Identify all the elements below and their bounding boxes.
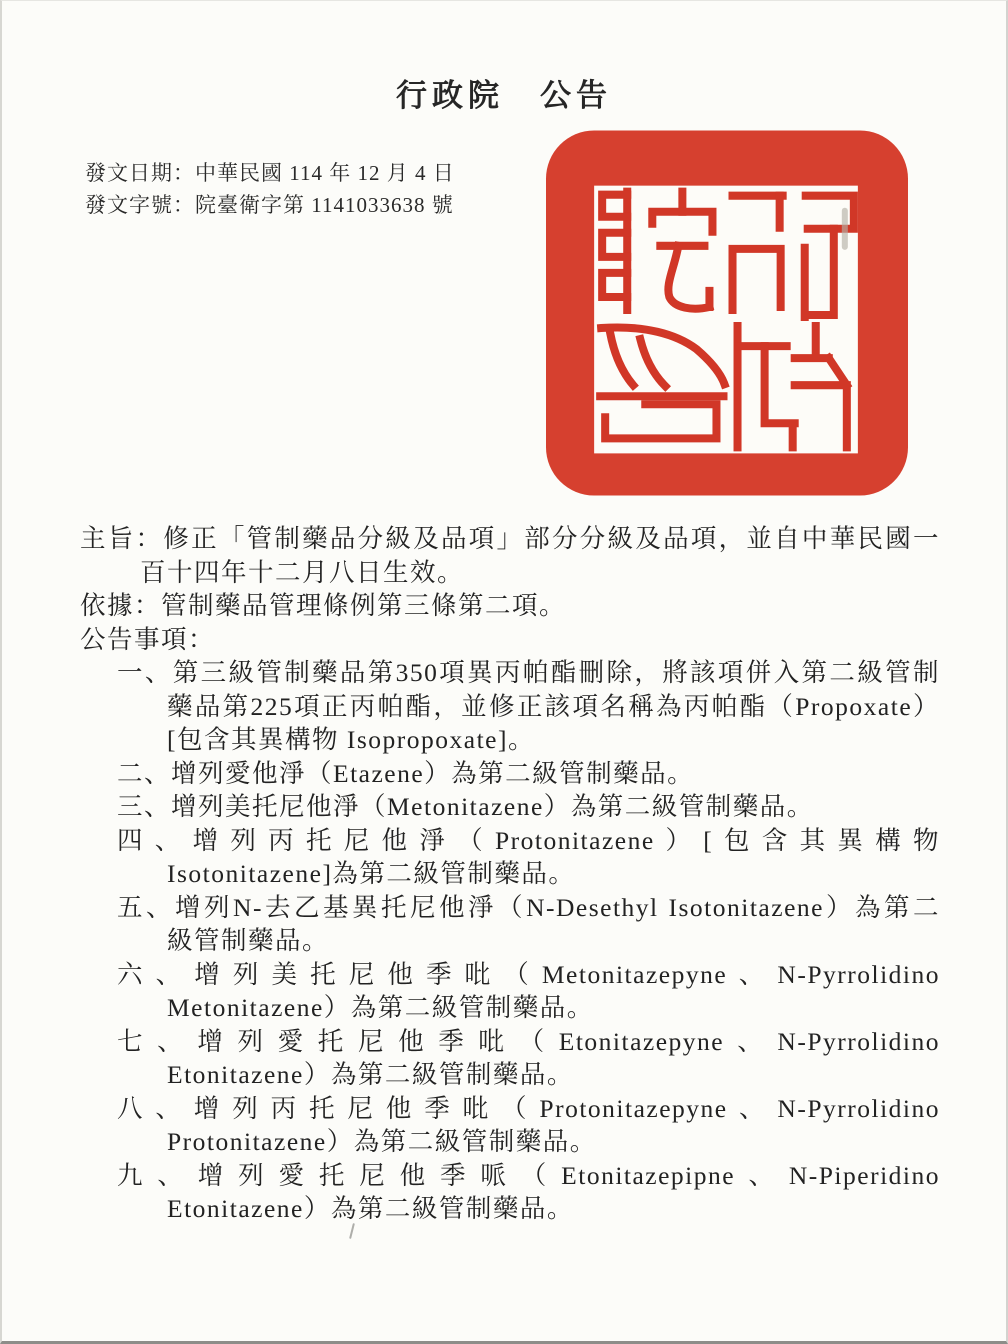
body-line: Metonitazene）為第二級管制藥品。	[167, 993, 594, 1022]
issue-date-line: 發文日期：中華民國 114 年 12 月 4 日	[85, 161, 455, 185]
body-line: Etonitazene）為第二級管制藥品。	[167, 1194, 574, 1223]
body-line: [包含其異構物 Isopropoxate]。	[167, 725, 535, 754]
seal-scan-smudge	[842, 208, 848, 250]
body-line: Etonitazene）為第二級管制藥品。	[167, 1060, 574, 1089]
body-line: 依據：管制藥品管理條例第三條第二項。	[80, 591, 567, 620]
body-line: 主旨：修正「管制藥品分級及品項」部分分級及品項，並自中華民國一	[80, 524, 940, 553]
body-line: 三、增列美托尼他淨（Metonitazene）為第二級管制藥品。	[117, 792, 814, 821]
body-line: 六、增列美托尼他季吡（Metonitazepyne、N-Pyrrolidino	[117, 959, 940, 989]
body-line: 級管制藥品。	[167, 926, 330, 955]
body-line: 二、增列愛他淨（Etazene）為第二級管制藥品。	[117, 758, 695, 788]
body-line: 五、增列N-去乙基異托尼他淨（N-Desethyl Isotonitazene）為第二	[117, 892, 940, 922]
body-line: 公告事項：	[80, 624, 216, 654]
seal-graphic	[544, 127, 910, 499]
body-line: Protonitazene）為第二級管制藥品。	[167, 1127, 597, 1156]
official-seal	[544, 127, 910, 499]
body-line: 八、增列丙托尼他季吡（Protonitazepyne、N-Pyrrolidino	[117, 1093, 940, 1123]
body-line: 七、增列愛托尼他季吡（Etonitazepyne、N-Pyrrolidino	[117, 1026, 940, 1056]
body-line: 九、增列愛托尼他季哌（Etonitazepipne、N-Piperidino	[117, 1160, 940, 1190]
issue-number-line: 發文字號：院臺衛字第 1141033638 號	[85, 193, 454, 217]
body-line: 藥品第225項正丙帕酯，並修正該項名稱為丙帕酯（Propoxate）	[167, 691, 940, 721]
body-line: 四、增列丙托尼他淨（Protonitazene）[包含其異構物	[117, 825, 940, 855]
body-text	[80, 522, 940, 1226]
meta-block	[85, 157, 455, 221]
page-title: 行政院 公告	[396, 78, 612, 113]
body-line: Isotonitazene]為第二級管制藥品。	[167, 859, 576, 888]
body-line: 一、第三級管制藥品第350項異丙帕酯刪除，將該項併入第二級管制	[117, 658, 940, 687]
body-line: 百十四年十二月八日生效。	[140, 557, 465, 587]
